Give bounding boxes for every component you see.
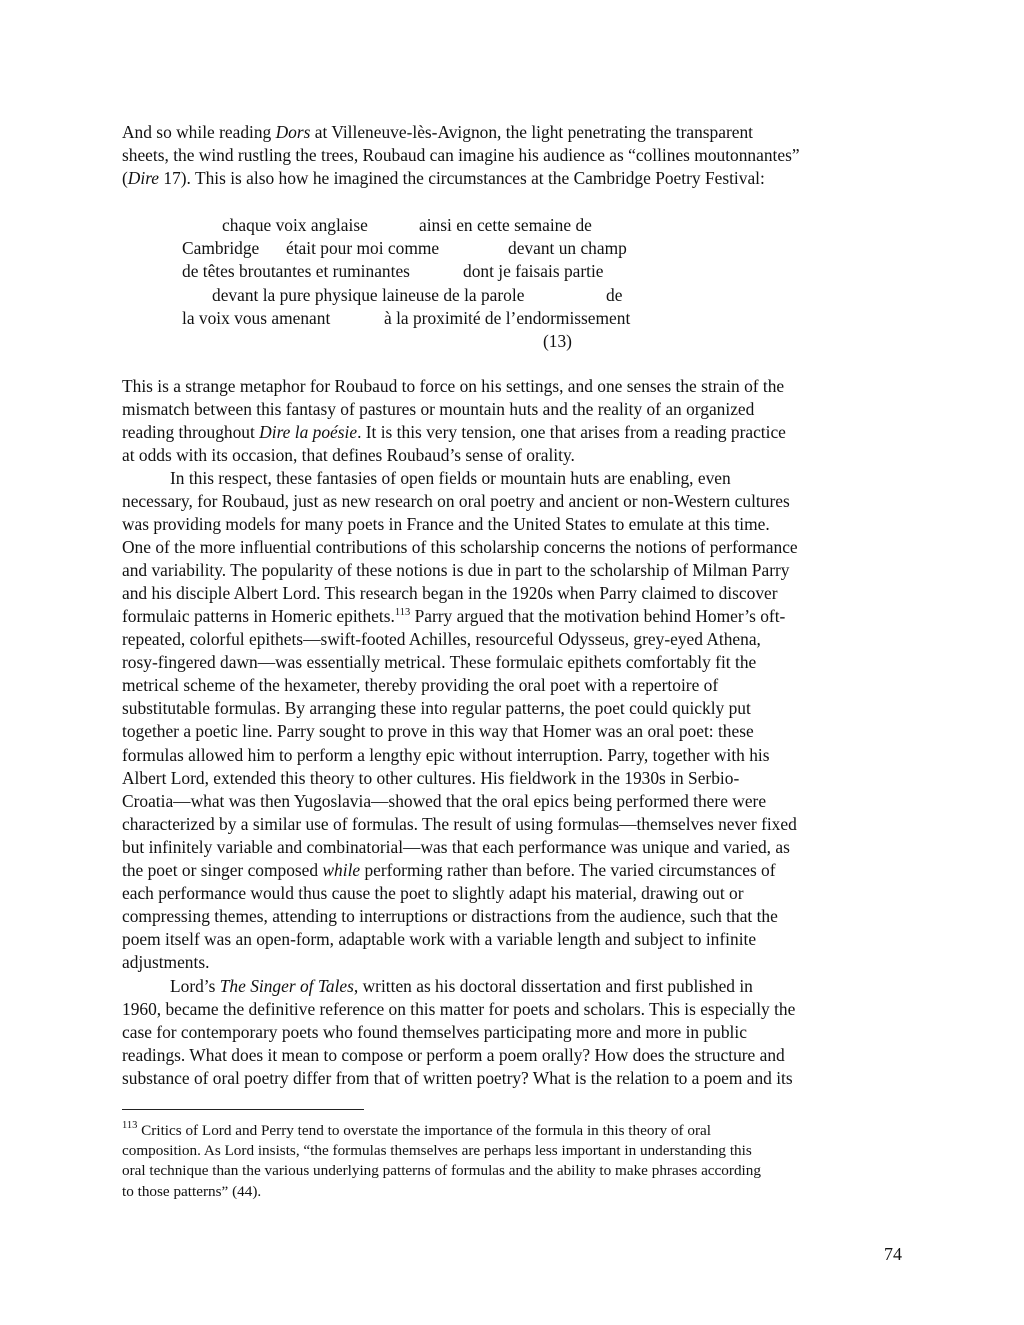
body-text-line: substitutable formulas. By arranging these into regular patterns, the poet could quickly put — [122, 698, 751, 718]
footnote-separator — [122, 1109, 364, 1110]
poem-line: ainsi en cette semaine de — [419, 215, 592, 235]
poem-line: chaque voix anglaise — [222, 215, 368, 235]
footnote-number: 113 — [122, 1120, 138, 1131]
body-text-line: formulas allowed him to perform a lengthy epic without interruption. Parry, together with his — [122, 745, 770, 765]
body-text-line: and variability. The popularity of these notions is due in part to the scholarship of Milman Parry — [122, 560, 790, 580]
poem-line: Cambridge — [182, 238, 260, 258]
body-text-line: was providing models for many poets in France and the United States to emulate at this time. — [122, 514, 770, 534]
footnote-line: composition. As Lord insists, “the formulas themselves are perhaps less important in understanding this — [122, 1142, 752, 1159]
body-text-line: case for contemporary poets who found themselves participating more and more in public — [122, 1022, 747, 1042]
body-text-line: 1960, became the definitive reference on this matter for poets and scholars. This is especially the — [122, 999, 796, 1019]
body-text-line: poem itself was an open-form, adaptable work with a variable length and subject to infinite — [122, 929, 757, 949]
footnote-line: $^{113}$ Critics of Lord and Perry tend to overstate the importance of the formula in this theory of oral — [122, 1120, 711, 1139]
body-text-line: mismatch between this fantasy of pastures or mountain huts and the reality of an organized — [122, 399, 755, 419]
poem-line: devant un champ — [508, 238, 627, 258]
body-text-line: characterized by a similar use of formulas. The result of using formulas—themselves never fixed — [122, 814, 797, 834]
body-text-line: Albert Lord, extended this theory to other cultures. His fieldwork in the 1930s in Serbio- — [122, 768, 740, 788]
body-text-line: at odds with its occasion, that defines Roubaud’s sense of orality. — [122, 445, 575, 465]
body-text-line: formulaic patterns in Homeric epithets.$^{113}$ Parry argued that the motivation behind Homer’s oft- — [122, 606, 786, 626]
body-text-line: readings. What does it mean to compose or perform a poem orally? How does the structure and — [122, 1045, 785, 1065]
poem-line: de — [606, 285, 623, 305]
poem-citation: (13) — [543, 331, 572, 351]
poem-line: la voix vous amenant — [182, 308, 331, 328]
body-text-line: reading throughout Dire la poésie. It is this very tension, one that arises from a reading practice — [122, 422, 786, 442]
poem-line: de têtes broutantes et ruminantes — [182, 261, 410, 281]
body-text-line: together a poetic line. Parry sought to prove in this way that Homer was an oral poet: these — [122, 721, 754, 741]
poem-line: à la proximité de l’endormissement — [384, 308, 631, 328]
body-text-line: Lord’s The Singer of Tales, written as his doctoral dissertation and first published in — [170, 976, 753, 996]
body-text-line: Croatia—what was then Yugoslavia—showed that the oral epics being performed there were — [122, 791, 767, 811]
footnote-line: to those patterns” (44). — [122, 1183, 262, 1200]
poem-line: était pour moi comme — [286, 238, 440, 258]
body-text-line: In this respect, these fantasies of open fields or mountain huts are enabling, even — [170, 468, 731, 488]
body-text-line: and his disciple Albert Lord. This research began in the 1920s when Parry claimed to discover — [122, 583, 778, 603]
body-text-line: And so while reading Dors at Villeneuve-lès-Avignon, the light penetrating the transparent — [122, 122, 753, 142]
body-text-line: adjustments. — [122, 952, 210, 972]
body-text-line: each performance would thus cause the poet to slightly adapt his material, drawing out or — [122, 883, 744, 903]
body-text-line: This is a strange metaphor for Roubaud to force on his settings, and one senses the strain of the — [122, 376, 785, 396]
body-text-line: repeated, colorful epithets—swift-footed Achilles, resourceful Odysseus, grey-eyed Athena, — [122, 629, 761, 649]
body-text-line: sheets, the wind rustling the trees, Roubaud can imagine his audience as “collines moutonnantes” — [122, 145, 800, 165]
body-text-line: compressing themes, attending to interruptions or distractions from the audience, such that the — [122, 906, 778, 926]
body-text-line: necessary, for Roubaud, just as new research on oral poetry and ancient or non-Western cultures — [122, 491, 790, 511]
body-text-line: rosy-fingered dawn—was essentially metrical. These formulaic epithets comfortably fit the — [122, 652, 757, 672]
body-text-line: metrical scheme of the hexameter, thereby providing the oral poet with a repertoire of — [122, 675, 719, 695]
page-number: 74 — [884, 1244, 902, 1264]
body-text-line: the poet or singer composed while performing rather than before. The varied circumstances of — [122, 860, 776, 880]
body-text-line: One of the more influential contributions of this scholarship concerns the notions of performance — [122, 537, 798, 557]
footnote-line: oral technique than the various underlying patterns of formulas and the ability to make phrases according — [122, 1162, 761, 1179]
body-text-line: substance of oral poetry differ from that of written poetry? What is the relation to a poem and its — [122, 1068, 793, 1088]
poem-line: devant la pure physique laineuse de la parole — [212, 285, 525, 305]
footnote-reference[interactable]: 113 — [394, 607, 411, 618]
poem-line: dont je faisais partie — [463, 261, 604, 281]
body-text-line: but infinitely variable and combinatorial—was that each performance was unique and varied, as — [122, 837, 790, 857]
body-text-line: (Dire 17). This is also how he imagined the circumstances at the Cambridge Poetry Festival: — [122, 168, 765, 188]
